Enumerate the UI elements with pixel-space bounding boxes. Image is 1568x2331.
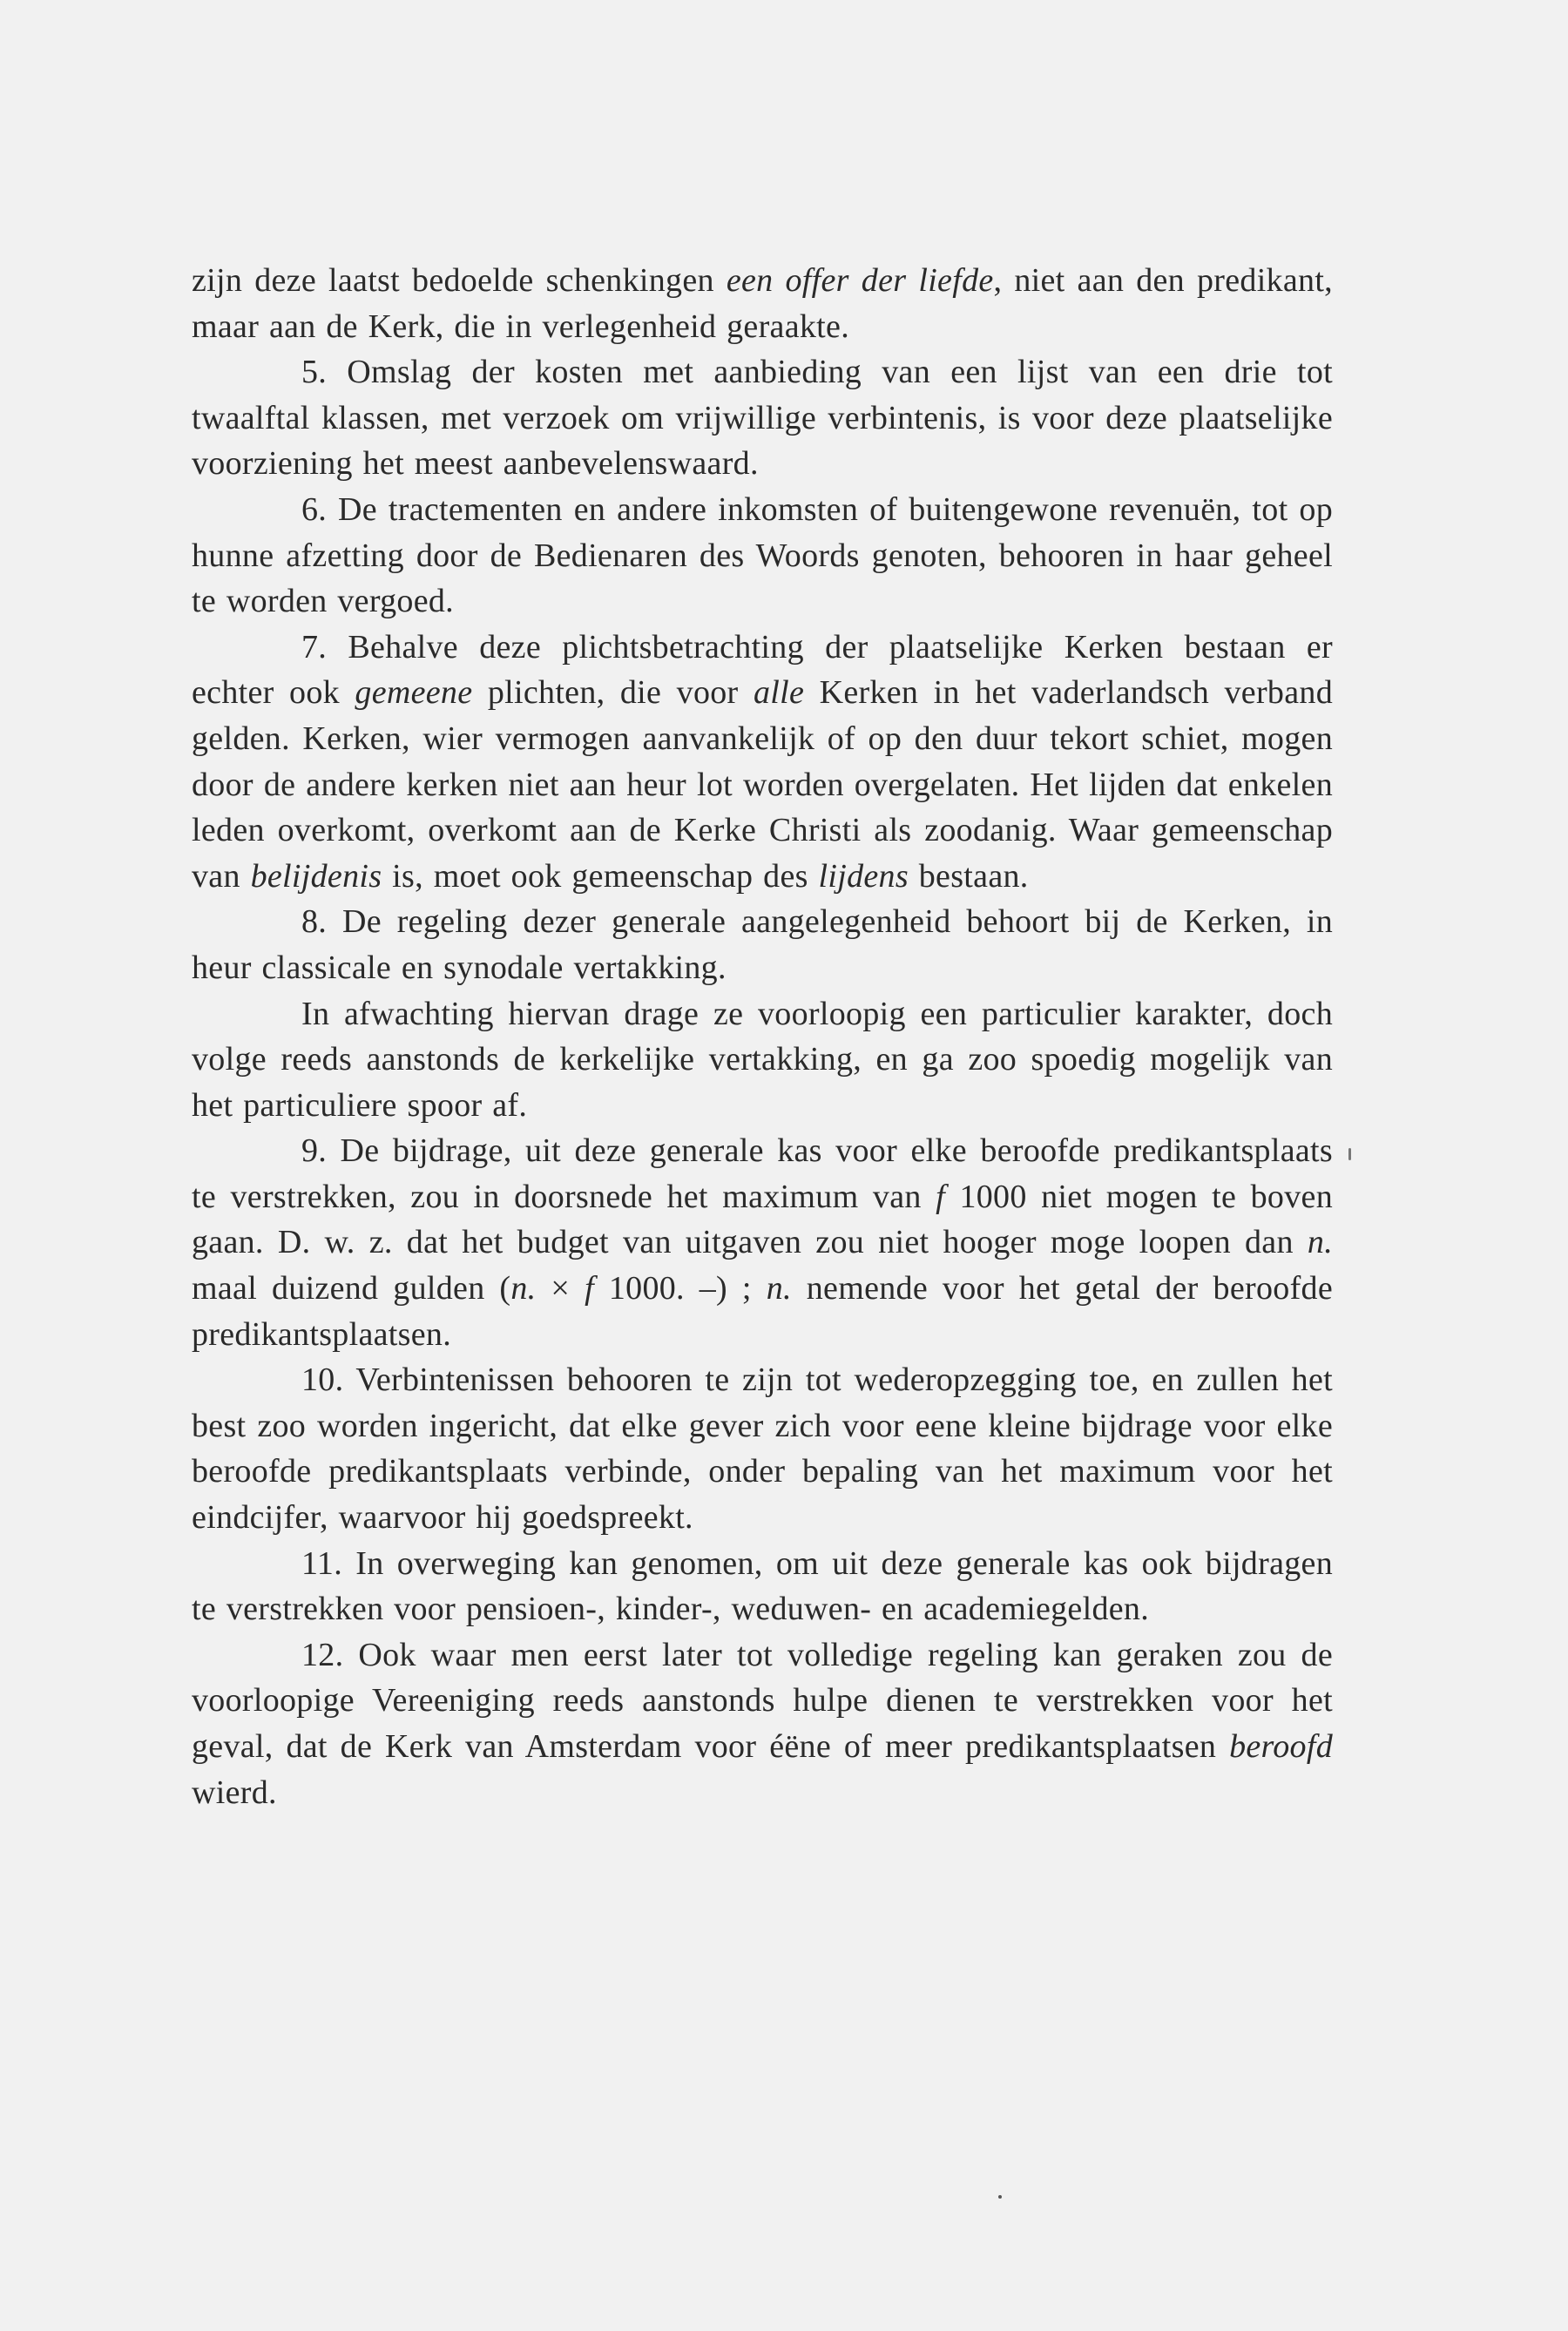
text-run-italic: n. (1307, 1224, 1333, 1261)
text-run: 9. De bijdrage, uit deze generale kas voor elke beroofde predikantsplaats te verstrekken, zou in doorsnede het maximum van (192, 1132, 1333, 1215)
text-run: plichten, die voor (472, 674, 754, 712)
text-run-italic: alle (753, 674, 805, 712)
text-run: , niet aan den predikant, maar aan de Kerk, die in verlegenheid geraakte. (192, 262, 1333, 345)
text-run: 7. Behalve deze plichtsbetrachting der plaatselijke Kerken bestaan er echter ook (192, 628, 1333, 712)
text-run-italic: n. (510, 1270, 537, 1307)
text-run: zijn deze laatst bedoelde schenkingen (192, 262, 727, 299)
text-run-italic: belijdenis (250, 857, 382, 895)
paragraph-9 (192, 1128, 1333, 1357)
text-run-italic: gemeene (355, 674, 473, 712)
text-run: nemende voor het getal der beroofde predikantsplaatsen. (192, 1270, 1333, 1353)
text-run-italic: f (585, 1270, 594, 1307)
paragraph-5 (192, 349, 1333, 487)
paragraph-8 (192, 899, 1333, 990)
text-run: 1000. –) ; (593, 1270, 767, 1307)
paragraph-6 (192, 487, 1333, 625)
text-run: 6. De tractementen en andere inkomsten of buitengewone revenuën, tot op hunne afzetting door de Bedienaren des Woords genoten, behooren in haar geheel te worden vergoed. (192, 490, 1333, 620)
text-run: × (536, 1270, 585, 1307)
text-run: 5. Omslag der kosten met aanbieding van een lijst van een drie tot twaalftal klassen, met verzoek om vrijwillige verbintenis, is voor deze plaatselijke voorziening het meest aanbevelenswaard. (192, 354, 1333, 483)
text-run: 1000 niet mogen te boven gaan. D. w. z. dat het budget van uitgaven zou niet hooger moge loopen dan (192, 1178, 1333, 1261)
text-run: maal duizend gulden ( (192, 1270, 511, 1307)
text-run-italic: lijdens (818, 857, 909, 895)
paper-speck (998, 2195, 1002, 2199)
text-run-italic: een offer der liefde (726, 262, 994, 299)
text-run-italic: n. (766, 1270, 792, 1307)
text-run: is, moet ook gemeenschap des (382, 857, 819, 895)
paragraph-12 (192, 1632, 1333, 1815)
text-run: In afwachting hiervan drage ze voorloopig een particulier karakter, doch volge reeds aanstonds de kerkelijke vertakking, en ga zoo spoedig mogelijk van het particuliere spoor af. (192, 995, 1333, 1124)
paragraph-8-continued (192, 991, 1333, 1129)
text-run: 8. De regeling dezer generale aangelegenheid behoort bij de Kerken, in heur classicale en synodale vertakking. (192, 903, 1333, 986)
paragraph-7 (192, 625, 1333, 900)
text-run: bestaan. (908, 857, 1029, 895)
paragraph-10 (192, 1357, 1333, 1540)
paragraph-11 (192, 1541, 1333, 1632)
text-run: wierd. (192, 1774, 277, 1811)
body-text (192, 258, 1333, 1815)
text-run-italic: beroofd (1229, 1728, 1333, 1765)
text-run: 12. Ook waar men eerst later tot volledige regeling kan geraken zou de voorloopige Vereeniging reeds aanstonds hulpe dienen te verstrekken voor het geval, dat de Kerk van Amsterdam voor éëne of meer predikantsplaatsen (192, 1636, 1333, 1765)
paragraph-continuation (192, 258, 1333, 349)
text-run: 11. In overweging kan genomen, om uit deze generale kas ook bijdragen te verstrekken voor pensioen-, kinder-, weduwen- en academiegelden. (192, 1544, 1333, 1628)
text-run-italic: f (936, 1178, 945, 1215)
text-run: Kerken in het vaderlandsch verband gelden. Kerken, wier vermogen aanvankelijk of op den duur tekort schiet, mogen door de andere kerken niet aan heur lot worden overgelaten. Het lijden dat enkelen leden overkomt, overkomt aan de Kerke Christi als zoodanig. Waar gemeenschap van (192, 674, 1333, 895)
text-run: 10. Verbintenissen behooren te zijn tot wederopzegging toe, en zullen het best zoo worden ingericht, dat elke gever zich voor eene kleine bijdrage voor elke beroofde predikantsplaats verbinde, onder bepaling van het maximum voor het eindcijfer, waarvoor hij goedspreekt. (192, 1361, 1333, 1537)
paper-speck (1348, 1148, 1351, 1160)
